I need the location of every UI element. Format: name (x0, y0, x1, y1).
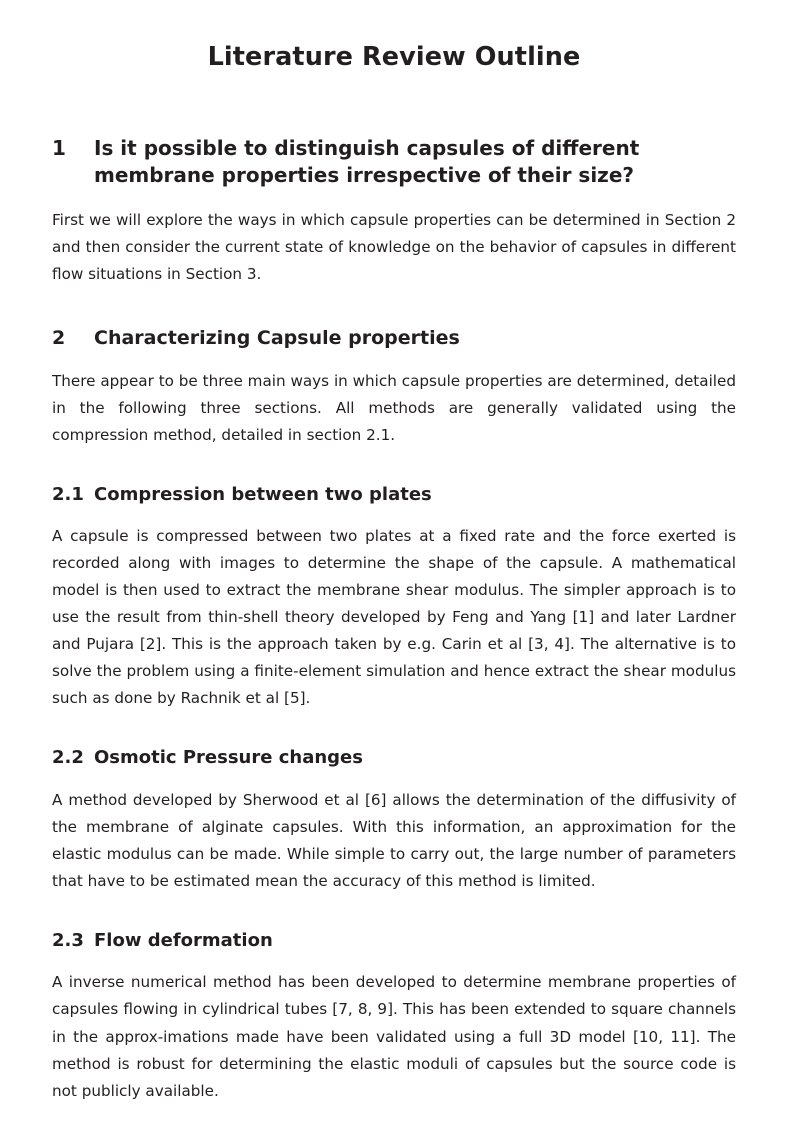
section-1-number: 1 (52, 135, 66, 160)
section-2 (52, 326, 736, 449)
section-1-heading (52, 135, 736, 190)
section-2-1-title: Compression between two plates (94, 483, 432, 505)
section-2-2-paragraph: A method developed by Sherwood et al [6] allows the determination of the diffusivity of the membrane of alginate capsules. With this information, an approximation for the elastic modulus can be made. While simple to carry out, the large number of parameters that have to be estimated mean the accuracy of this method is limited. (52, 790, 736, 890)
section-2-3-heading (52, 929, 736, 952)
section-2-number: 2 (52, 326, 66, 349)
section-2-3 (52, 929, 736, 1105)
section-2-heading (52, 326, 736, 351)
section-2-1-paragraph: A capsule is compressed between two plates at a fixed rate and the force exerted is recorded along with images to determine the shape of the capsule. A mathematical model is then used to extract the membrane shear modulus. The simpler approach is to use the result from thin-shell theory developed by Feng and Yang [1] and later Lardner and Pujara [2]. This is the approach taken by e.g. Carin et al [3, 4]. The alternative is to solve the problem using a finite-element simulation and hence extract the shear modulus such as done by Rachnik et al [5]. (52, 527, 736, 708)
section-2-paragraph: There appear to be three main ways in which capsule properties are determined, detailed in the following three sections. All methods are generally validated using the compression method, detailed in section 2.1. (52, 371, 736, 444)
section-2-title: Characterizing Capsule properties (94, 326, 460, 349)
section-2-1-heading (52, 483, 736, 506)
section-2-3-number: 2.3 (52, 930, 84, 952)
section-2-3-title: Flow deformation (94, 930, 273, 952)
section-1-title: Is it possible to distinguish capsules of different membrane properties irrespective of their size? (94, 135, 640, 188)
section-2-1-number: 2.1 (52, 483, 84, 505)
section-2-2-title: Osmotic Pressure changes (94, 747, 363, 769)
page-title: Literature Review Outline (207, 42, 581, 72)
section-2-3-paragraph: A inverse numerical method has been developed to determine membrane properties of capsules flowing in cylindrical tubes [7, 8, 9]. This has been extended to square channels in the approx-imations made have been validated using a full 3D model [10, 11]. The method is robust for determining the elastic moduli of capsules but the source code is not publicly available. (52, 973, 736, 1100)
section-2-2-heading (52, 746, 736, 769)
section-2-1 (52, 483, 736, 713)
section-2-2-number: 2.2 (52, 747, 84, 769)
section-1 (52, 135, 736, 288)
section-2-2 (52, 746, 736, 895)
section-1-paragraph: First we will explore the ways in which capsule properties can be determined in Section 2 and then consider the current state of knowledge on the behavior of capsules in different flow situations in Section 3. (52, 210, 736, 283)
